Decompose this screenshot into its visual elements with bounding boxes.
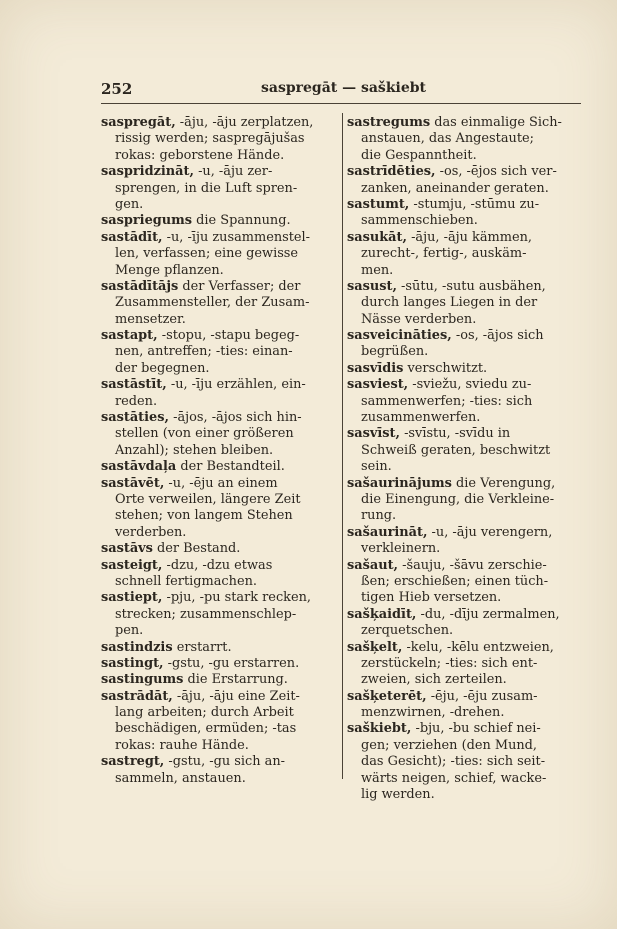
entry-text: stehen; von langem Stehen <box>115 508 293 524</box>
entry-text: zusammenwerfen. <box>361 410 481 426</box>
entry-text: len, verfassen; eine gewisse <box>115 246 299 262</box>
entry-continuation-line <box>347 672 585 688</box>
entry-continuation-line <box>347 394 585 410</box>
entry-continuation-line <box>347 295 585 311</box>
dictionary-entry-line <box>347 115 585 131</box>
entry-text: Orte verweilen, längere Zeit <box>115 491 301 507</box>
entry-text: Menge pflanzen. <box>115 262 224 278</box>
headword: sastāvēt, <box>101 475 165 491</box>
entry-text: strecken; zusammenschlep- <box>115 606 297 622</box>
entry-text: -šauju, -šāvu zerschie- <box>398 557 547 573</box>
entry-text: Zusammensteller, der Zusam- <box>115 295 310 311</box>
headword: sastādīt, <box>101 229 163 245</box>
entry-continuation-line <box>347 705 585 721</box>
dictionary-entry-line <box>347 525 585 541</box>
entry-text: das einmalige Sich- <box>430 115 562 130</box>
entry-text: -u, -īju erzählen, ein- <box>166 377 306 393</box>
entry-text: -u, -āju verengern, <box>427 524 553 540</box>
headword: sašaurināt, <box>347 524 428 540</box>
entry-continuation-line <box>101 426 339 442</box>
entry-continuation-line <box>347 492 585 508</box>
dictionary-entry-line <box>101 672 339 688</box>
entry-text: wärts neigen, schief, wacke- <box>361 770 547 786</box>
entry-text: -āju, -āju kämmen, <box>406 229 533 245</box>
header-rule <box>101 103 581 104</box>
headword: sastapt, <box>101 328 158 344</box>
entry-text: nen, antreffen; -ties: einan- <box>115 344 293 360</box>
headword: saspregāt, <box>101 115 176 130</box>
headword: sašķaidīt, <box>347 606 417 622</box>
headword: sašķeterēt, <box>347 688 427 704</box>
entry-continuation-line <box>101 344 339 360</box>
headword: sastāties, <box>101 410 169 426</box>
dictionary-entry-line <box>101 410 339 426</box>
dictionary-entry-line <box>347 230 585 246</box>
entry-continuation-line <box>101 197 339 213</box>
right-column <box>347 115 585 803</box>
entry-text: sammenwerfen; -ties: sich <box>361 393 533 409</box>
left-column <box>101 115 339 787</box>
entry-text: die Spannung. <box>192 213 291 229</box>
entry-text: zerstückeln; -ties: sich ent- <box>361 655 538 671</box>
dictionary-entry-line <box>347 721 585 737</box>
headword: sastregums <box>347 115 431 130</box>
entry-text: sammeln, anstauen. <box>115 770 246 786</box>
entry-text: -pju, -pu stark recken, <box>162 590 311 606</box>
entry-text: men. <box>361 262 394 278</box>
entry-text: der Bestandteil. <box>176 459 285 475</box>
headword: sašaut, <box>347 557 399 573</box>
dictionary-entry-line <box>101 689 339 705</box>
entry-continuation-line <box>347 508 585 524</box>
entry-text: die Einengung, die Verkleine- <box>361 491 555 507</box>
dictionary-entry-line <box>101 640 339 656</box>
entry-text: -os, -ājos sich <box>451 328 544 344</box>
entry-text: erstarrt. <box>172 639 232 655</box>
headword: saškiebt, <box>347 721 412 737</box>
entry-text: ßen; erschießen; einen tüch- <box>361 573 549 589</box>
entry-continuation-line <box>101 312 339 328</box>
entry-text: die Verengung, <box>451 475 556 491</box>
entry-text: menzwirnen, -drehen. <box>361 705 505 721</box>
entry-continuation-line <box>347 410 585 426</box>
dictionary-entry-line <box>101 328 339 344</box>
headword: sasviest, <box>347 377 409 393</box>
entry-text: sprengen, in die Luft spren- <box>115 180 298 196</box>
entry-continuation-line <box>347 131 585 147</box>
entry-text: verkleinern. <box>361 541 441 557</box>
dictionary-entry-line <box>101 656 339 672</box>
entry-text: verderben. <box>115 524 187 540</box>
entry-continuation-line <box>347 459 585 475</box>
headword: sašķelt, <box>347 639 403 655</box>
entry-text: tigen Hieb versetzen. <box>361 590 502 606</box>
entry-continuation-line <box>347 263 585 279</box>
entry-text: zerquetschen. <box>361 623 454 639</box>
dictionary-entry-line <box>347 328 585 344</box>
entry-continuation-line <box>347 590 585 606</box>
entry-continuation-line <box>101 361 339 377</box>
entry-continuation-line <box>101 148 339 164</box>
entry-text: zweien, sich zerteilen. <box>361 672 507 688</box>
dictionary-entry-line <box>101 230 339 246</box>
headword: sastādītājs <box>101 278 179 294</box>
page-number: 252 <box>101 80 133 98</box>
entry-text: der Verfasser; der <box>178 278 301 294</box>
dictionary-entry-line <box>101 590 339 606</box>
headword: sasust, <box>347 278 397 294</box>
entry-continuation-line <box>347 771 585 787</box>
entry-text: pen. <box>115 623 144 639</box>
entry-continuation-line <box>347 656 585 672</box>
entry-text: durch langes Liegen in der <box>361 295 538 311</box>
entry-text: -u, -ēju an einem <box>164 475 278 491</box>
entry-continuation-line <box>347 181 585 197</box>
entry-text: -kelu, -kēlu entzweien, <box>402 639 554 655</box>
entry-text: -dzu, -dzu etwas <box>162 557 273 573</box>
headword: sastiept, <box>101 590 163 606</box>
entry-text: -svīstu, -svīdu in <box>399 426 511 442</box>
entry-text: -bju, -bu schief nei- <box>411 721 541 737</box>
entry-continuation-line <box>347 738 585 754</box>
entry-continuation-line <box>101 394 339 410</box>
dictionary-entry-line <box>347 689 585 705</box>
entry-text: -gstu, -gu erstarren. <box>163 655 300 671</box>
entry-text: der Bestand. <box>152 541 241 557</box>
dictionary-entry-line <box>101 279 339 295</box>
entry-continuation-line <box>347 443 585 459</box>
page-header <box>101 80 581 102</box>
headword: sastingt, <box>101 655 164 671</box>
entry-text: Anzahl); stehen bleiben. <box>115 442 274 458</box>
headword: sasveicināties, <box>347 328 452 344</box>
entry-text: das Gesicht); -ties: sich seit- <box>361 754 546 770</box>
dictionary-entry-line <box>347 164 585 180</box>
dictionary-entry-line <box>101 213 339 229</box>
headword: sastingums <box>101 672 184 688</box>
headword: sastāstīt, <box>101 377 167 393</box>
entry-text: -os, -ējos sich ver- <box>435 164 557 180</box>
entry-text: -sūtu, -sutu ausbähen, <box>396 278 546 294</box>
headword: sasvīst, <box>347 426 400 442</box>
entry-text: -u, -āju zer- <box>193 164 273 180</box>
entry-text: schnell fertigmachen. <box>115 573 257 589</box>
dictionary-entry-line <box>101 754 339 770</box>
entry-continuation-line <box>347 246 585 262</box>
entry-text: die Erstarrung. <box>183 672 288 688</box>
entry-text: sammenschieben. <box>361 213 478 229</box>
entry-text: anstauen, das Angestaute; <box>361 131 534 147</box>
entry-text: -sviežu, sviedu zu- <box>408 377 532 393</box>
entry-text: -u, -īju zusammenstel- <box>162 229 311 245</box>
entry-text: gen. <box>115 196 144 212</box>
entry-text: sein. <box>361 459 392 475</box>
dictionary-entry-line <box>347 558 585 574</box>
dictionary-entry-line <box>347 640 585 656</box>
entry-text: mensetzer. <box>115 311 186 327</box>
entry-text: -gstu, -gu sich an- <box>164 754 285 770</box>
entry-text: -āju, -āju zerplatzen, <box>175 115 314 130</box>
headword: saspridzināt, <box>101 164 194 180</box>
entry-continuation-line <box>347 213 585 229</box>
headword: sasvīdis <box>347 360 404 376</box>
entry-continuation-line <box>347 574 585 590</box>
entry-continuation-line <box>101 623 339 639</box>
entry-text: Schweiß geraten, beschwitzt <box>361 442 551 458</box>
dictionary-entry-line <box>101 476 339 492</box>
dictionary-entry-line <box>347 279 585 295</box>
column-divider <box>342 113 343 779</box>
entry-text: verschwitzt. <box>403 360 488 376</box>
dictionary-entry-line <box>347 476 585 492</box>
dictionary-entry-line <box>101 164 339 180</box>
entry-continuation-line <box>101 263 339 279</box>
entry-text: die Gespanntheit. <box>361 147 477 163</box>
entry-continuation-line <box>101 492 339 508</box>
entry-text: gen; verziehen (den Mund, <box>361 737 538 753</box>
entry-continuation-line <box>101 246 339 262</box>
entry-continuation-line <box>347 787 585 803</box>
headword: sastregt, <box>101 754 165 770</box>
entry-continuation-line <box>101 295 339 311</box>
headword: sašaurinājums <box>347 475 452 491</box>
headword: sastāvs <box>101 541 153 557</box>
entry-continuation-line <box>347 344 585 360</box>
headword: sastindzis <box>101 639 173 655</box>
entry-text: rissig werden; saspregājušas <box>115 131 305 147</box>
dictionary-entry-line <box>347 361 585 377</box>
entry-text: stellen (von einer größeren <box>115 426 294 442</box>
dictionary-entry-line <box>101 558 339 574</box>
entry-text: -āju, -āju eine Zeit- <box>172 688 300 704</box>
headword: sastāvdaļa <box>101 459 177 475</box>
entry-continuation-line <box>101 525 339 541</box>
headword: sasukāt, <box>347 229 407 245</box>
entry-continuation-line <box>101 443 339 459</box>
entry-continuation-line <box>101 738 339 754</box>
entry-text: zurecht-, fertig-, auskäm- <box>361 246 527 262</box>
entry-text: reden. <box>115 393 158 409</box>
entry-text: lang arbeiten; durch Arbeit <box>115 705 294 721</box>
running-head: saspregāt — saškiebt <box>261 80 426 96</box>
entry-text: rokas: rauhe Hände. <box>115 737 249 753</box>
entry-text: rung. <box>361 508 397 524</box>
entry-continuation-line <box>347 148 585 164</box>
entry-continuation-line <box>347 312 585 328</box>
entry-text: -stumju, -stūmu zu- <box>409 196 540 212</box>
headword: saspriegums <box>101 213 193 229</box>
dictionary-entry-line <box>101 459 339 475</box>
entry-text: Nässe verderben. <box>361 311 477 327</box>
entry-continuation-line <box>101 508 339 524</box>
headword: sastumt, <box>347 196 410 212</box>
entry-continuation-line <box>347 541 585 557</box>
headword: sastrādāt, <box>101 688 173 704</box>
headword: sasteigt, <box>101 557 163 573</box>
entry-text: lig werden. <box>361 787 435 803</box>
headword: sastrīdēties, <box>347 164 436 180</box>
entry-continuation-line <box>101 721 339 737</box>
entry-continuation-line <box>101 607 339 623</box>
dictionary-entry-line <box>101 115 339 131</box>
entry-text: begrüßen. <box>361 344 429 360</box>
entry-continuation-line <box>101 131 339 147</box>
entry-text: rokas: geborstene Hände. <box>115 147 285 163</box>
dictionary-entry-line <box>101 541 339 557</box>
dictionary-entry-line <box>347 197 585 213</box>
dictionary-entry-line <box>347 607 585 623</box>
entry-continuation-line <box>101 705 339 721</box>
entry-text: der begegnen. <box>115 360 210 376</box>
entry-text: zanken, aneinander geraten. <box>361 180 549 196</box>
entry-text: beschädigen, ermüden; -tas <box>115 721 297 737</box>
dictionary-entry-line <box>347 426 585 442</box>
dictionary-entry-line <box>101 377 339 393</box>
entry-text: -ājos, -ājos sich hin- <box>168 410 302 426</box>
entry-continuation-line <box>347 623 585 639</box>
entry-text: -du, -dīju zermalmen, <box>416 606 560 622</box>
dictionary-entry-line <box>347 377 585 393</box>
entry-continuation-line <box>101 574 339 590</box>
entry-text: -stopu, -stapu begeg- <box>157 328 300 344</box>
entry-continuation-line <box>347 754 585 770</box>
entry-continuation-line <box>101 771 339 787</box>
entry-continuation-line <box>101 181 339 197</box>
entry-text: -ēju, -ēju zusam- <box>426 688 538 704</box>
